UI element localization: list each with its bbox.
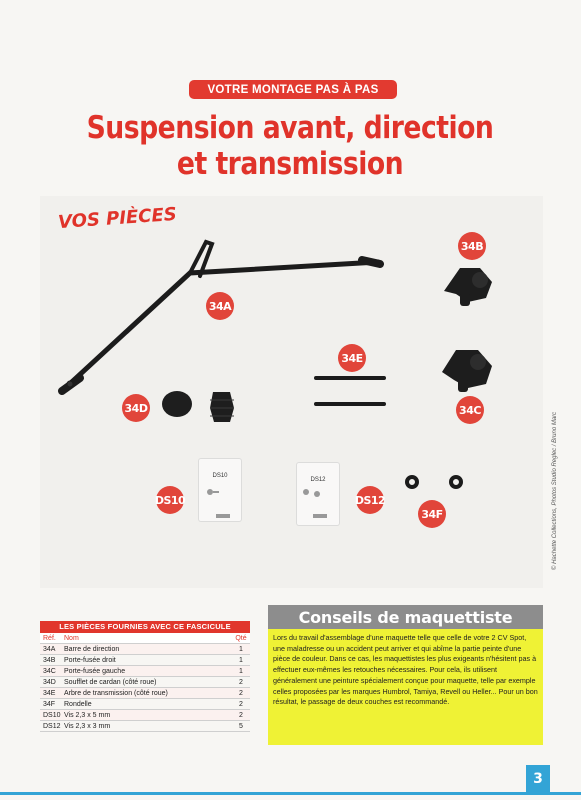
row-name: Soufflet de cardan (côté roue): [64, 679, 157, 686]
badge-34e: 34E: [338, 344, 366, 372]
part-34e-drive-shafts: [316, 378, 384, 404]
row-qty: 5: [239, 723, 243, 730]
badge-34c: 34C: [456, 396, 484, 424]
screw-bag-ds10: [198, 458, 242, 522]
advice-body: Lors du travail d'assemblage d'une maquette telle que celle de votre 2 CV Spot, une maladresse ou un accident peut arriver et qui abîme la partie peinte d'une pièce de couleur. Dans ce cas, les maquettistes les plus exigeants n'hésitent pas à effectuer eux-mêmes les retouches nécessaires. Pour cela, ils utilisent généralement une peinture spécialement conçue pour maquette, telle par exemple celles proposées par les marques Humbrol, Tamiya, Revell ou Heller... Pour un bon résultat, le passage de deux couches est recommandé.: [268, 629, 543, 745]
parts-table-header-row: [40, 633, 250, 644]
row-ref: DS12: [43, 723, 61, 730]
row-qty: 2: [239, 690, 243, 697]
section-kicker: VOTRE MONTAGE PAS À PAS: [189, 80, 397, 99]
row-ref: 34C: [43, 668, 56, 675]
parts-table: [40, 621, 250, 732]
part-34c-knuckle-left: [442, 350, 492, 392]
badge-ds12: DS12: [356, 486, 384, 514]
badge-34f: 34F: [418, 500, 446, 528]
badge-34b: 34B: [458, 232, 486, 260]
row-name: Vis 2,3 x 3 mm: [64, 723, 111, 730]
row-name: Arbre de transmission (côté roue): [64, 690, 168, 697]
col-ref: Réf.: [43, 635, 56, 642]
page-number: 3: [526, 765, 550, 793]
row-qty: 2: [239, 712, 243, 719]
row-qty: 1: [239, 646, 243, 653]
badge-ds10: DS10: [156, 486, 184, 514]
part-34d-boots: [162, 391, 234, 422]
photo-credit: © Hachette Collections, Photos Studio Reglec / Bruno Marc: [552, 411, 558, 570]
table-row: [40, 688, 250, 699]
parts-photo-label: VOS PIÈCES: [57, 203, 178, 234]
table-row: [40, 655, 250, 666]
parts-photo: [40, 196, 543, 588]
row-ref: DS10: [43, 712, 61, 719]
row-name: Porte-fusée gauche: [64, 668, 126, 675]
col-name: Nom: [64, 635, 79, 642]
row-ref: 34B: [43, 657, 56, 664]
bag-label-ds10: DS10: [212, 473, 228, 479]
badge-34a: 34A: [206, 292, 234, 320]
row-name: Barre de direction: [64, 646, 120, 653]
table-row: [40, 644, 250, 655]
page-title-line-2: et transmission: [176, 146, 404, 182]
table-row: [40, 677, 250, 688]
footer-rule: [0, 792, 581, 795]
part-34f-washers: [407, 477, 461, 487]
table-row: [40, 721, 250, 732]
col-qty: Qté: [235, 635, 247, 642]
row-name: Rondelle: [64, 701, 92, 708]
table-row: [40, 710, 250, 721]
table-row: [40, 666, 250, 677]
row-ref: 34F: [43, 701, 56, 708]
parts-table-heading: LES PIÈCES FOURNIES AVEC CE FASCICULE: [40, 621, 250, 633]
row-ref: 34D: [43, 679, 56, 686]
advice-title: Conseils de maquettiste: [268, 605, 543, 629]
row-ref: 34E: [43, 690, 56, 697]
parts-table-body: [40, 644, 250, 732]
part-34b-knuckle-right: [444, 268, 492, 306]
row-name: Porte-fusée droit: [64, 657, 116, 664]
badge-34d: 34D: [122, 394, 150, 422]
row-qty: 2: [239, 679, 243, 686]
row-ref: 34A: [43, 646, 56, 653]
table-row: [40, 699, 250, 710]
row-qty: 1: [239, 668, 243, 675]
row-qty: 2: [239, 701, 243, 708]
bag-label-ds12: DS12: [310, 477, 326, 483]
row-qty: 1: [239, 657, 243, 664]
page-title: [75, 110, 505, 182]
page-title-line-1: Suspension avant, direction: [86, 110, 494, 146]
row-name: Vis 2,3 x 5 mm: [64, 712, 111, 719]
screw-bag-ds12: [296, 462, 340, 526]
